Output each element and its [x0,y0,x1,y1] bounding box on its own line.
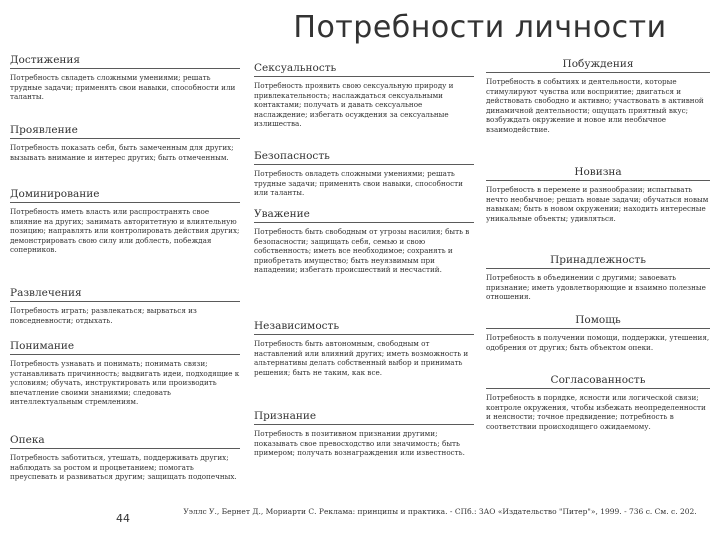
need-heading: Проявление [10,122,240,139]
page-title: Потребности личности [293,10,667,45]
need-heading: Доминирование [10,186,240,203]
need-heading: Развлечения [10,285,240,302]
need-heading: Достижения [10,52,240,69]
need-heading: Новизна [486,164,710,181]
need-heading: Согласованность [486,372,710,389]
need-block [254,318,474,377]
need-block [10,285,240,325]
need-description: Потребность заботиться, утешать, поддерживать других; наблюдать за ростом и процветанием; помогать преуспевать и развиваться другим; защищать подопечных. [10,453,237,482]
need-description: Потребность в объединении с другими; завоевать признание; иметь удовлетворяющие и взаимно полезные отношения. [486,273,706,302]
need-description: Потребность показать себя, быть замеченным для других; вызывать внимание и интерес других; быть отмеченным. [10,143,234,162]
need-block [10,432,240,482]
page-number: 44 [116,512,130,525]
need-description: Потребность в порядке, ясности или логической связи; контроле окружения, чтобы избежать неопределенности и неясности; точное предвидение; потребность в соответствии происходящего ожидаемому. [486,393,706,431]
need-description: Потребность быть автономным, свободным от наставлений или влияний других; иметь возможность и альтернативы делать собственный выбор и принимать решения; быть не таким, как все. [254,339,469,377]
need-description: Потребность иметь власть или распространять свое влияние на других; занимать авторитетную и влиятельную позицию; направлять или контролировать действия других; демонстрировать свою силу или доблесть, побеждая соперников. [10,207,240,255]
need-heading: Побуждения [486,56,710,73]
need-description: Потребность овладеть сложными умениями; решать трудные задачи; применять свои навыки, способности или таланты. [254,169,463,198]
need-description: Потребность узнавать и понимать; понимать связи; устанавливать причинность; выдвигать идеи, подходящие к условиям; обучать, инструктировать или производить впечатление своими знаниями; следовать интеллектуальным стремлениям. [10,359,240,407]
need-block [10,186,240,255]
need-block [486,252,710,302]
need-heading: Признание [254,408,474,425]
need-heading: Помощь [486,312,710,329]
source-citation: Уэллс У., Бернет Д., Мориарти С. Реклама: принципы и практика. - СПб.: ЗАО «Издательство "Питер"», 1999. - 736 с. См. с. 202. [183,507,697,516]
need-heading: Уважение [254,206,474,223]
need-block [10,338,240,407]
need-block [486,312,710,352]
need-description: Потребность в событиях и деятельности, которые стимулируют чувства или восприятие; двигаться и действовать свободно и активно; участвовать в активной динамичной деятельности; ощущать приятный вкус; возбуждать окружение и новое или необычное взаимодействие. [486,77,704,134]
need-block [486,372,710,431]
need-heading: Независимость [254,318,474,335]
need-block [254,60,474,129]
need-block [254,408,474,458]
need-heading: Принадлежность [486,252,710,269]
need-description: Потребность в позитивном признании другими; показывать свое превосходство или значимость; быть примером; получать вознаграждения или известность. [254,429,465,458]
need-block [10,52,240,102]
need-description: Потребность играть; развлекаться; вырваться из повседневности; отдыхать. [10,306,197,325]
need-block [10,122,240,162]
need-heading: Понимание [10,338,240,355]
need-block [486,164,710,223]
need-heading: Безопасность [254,148,474,165]
need-description: Потребность в перемене и разнообразии; испытывать нечто необычное; решать новые задачи; обучаться новым навыкам; быть в новом окружении; находить интересные уникальные объекты; удивляться. [486,185,709,223]
need-block [254,206,474,275]
need-block [486,56,710,135]
need-block [254,148,474,198]
need-description: Потребность в получении помощи, поддержки, утешения, одобрения от других; быть объектом опеки. [486,333,710,352]
need-heading: Сексуальность [254,60,474,77]
need-heading: Опека [10,432,240,449]
need-description: Потребность проявить свою сексуальную природу и привлекательность; наслаждаться сексуальными контактами; получать и давать сексуальное наслаждение; избегать осуждения за сексуальные излишества. [254,81,454,129]
need-description: Потребность свладеть сложными умениями; решать трудные задачи; применять свои навыки, способности или таланты. [10,73,236,102]
need-description: Потребность быть свободным от угрозы насилия; быть в безопасности; защищать себя, семью и свою собственность; иметь все необходимое; сохранять и приобретать имущество; быть неуязвимым при нападении; избегать происшествий и несчастий. [254,227,470,275]
